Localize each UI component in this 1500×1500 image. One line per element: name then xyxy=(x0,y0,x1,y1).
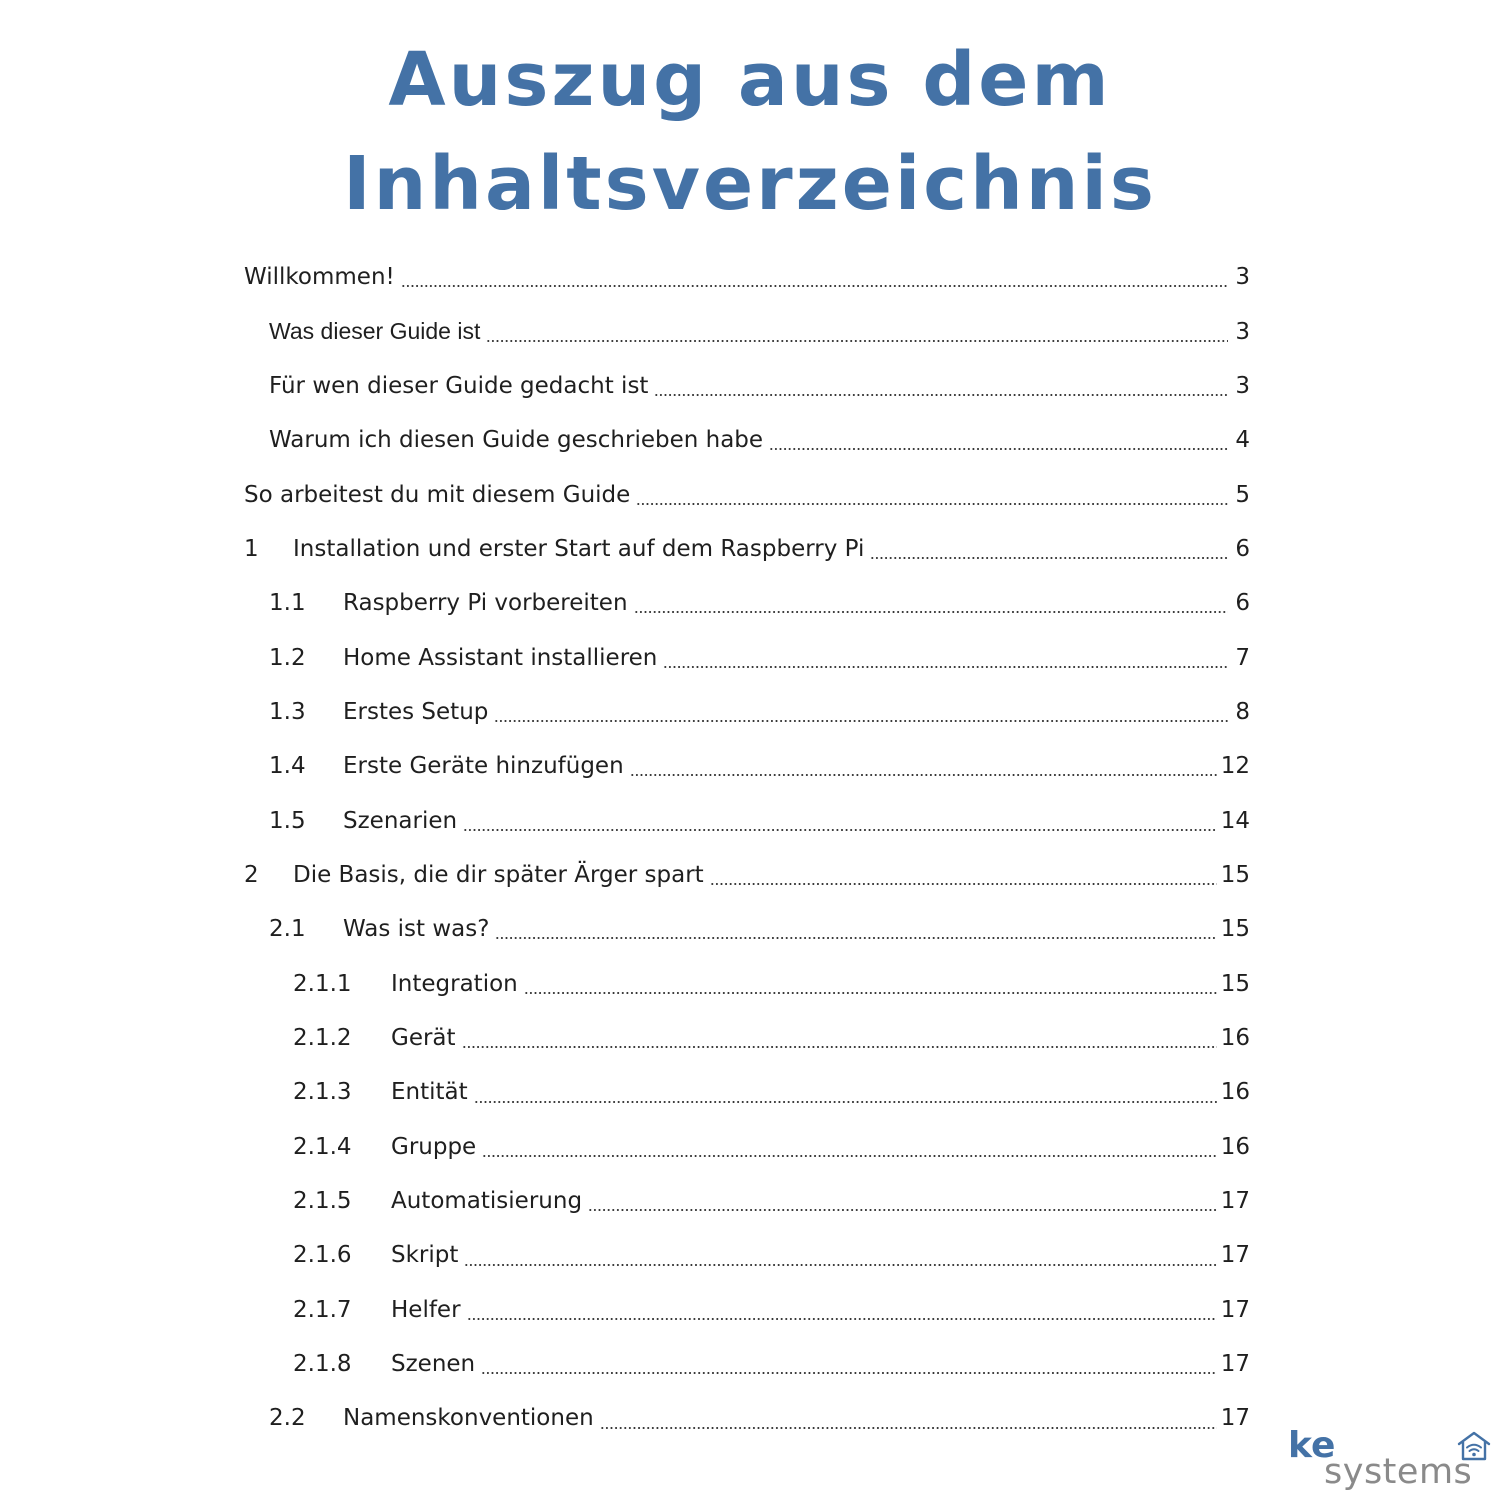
toc-entry-label: Automatisierung xyxy=(391,1188,583,1215)
toc-entry-page-number: 15 xyxy=(1220,970,1250,997)
toc-entry-label: Helfer xyxy=(391,1296,461,1323)
toc-entry-number: 2.1 xyxy=(269,916,306,943)
toc-entry-label: Raspberry Pi vorbereiten xyxy=(343,590,628,617)
toc-entry-page-number: 16 xyxy=(1220,1024,1250,1051)
toc-entry-label: Gruppe xyxy=(391,1133,477,1160)
toc-entry-number: 2.1.7 xyxy=(293,1296,352,1323)
toc-entry[interactable] xyxy=(244,793,1250,847)
toc-entry-page-number: 3 xyxy=(1235,264,1250,291)
toc-entry-page-number: 12 xyxy=(1220,753,1250,780)
toc-dot-leader xyxy=(630,774,1217,776)
toc-entry-page-number: 7 xyxy=(1235,644,1250,671)
toc-entry[interactable] xyxy=(244,1065,1250,1119)
toc-entry-number: 2.1.8 xyxy=(293,1351,352,1378)
toc-entry-number: 2.1.5 xyxy=(293,1188,352,1215)
toc-entry-number: 2.1.3 xyxy=(293,1079,352,1106)
smart-home-wifi-icon xyxy=(1456,1430,1492,1462)
toc-entry[interactable] xyxy=(244,956,1250,1010)
toc-dot-leader xyxy=(467,1318,1217,1320)
toc-dot-leader xyxy=(636,503,1228,505)
toc-dot-leader xyxy=(654,394,1228,396)
toc-dot-leader xyxy=(482,1155,1217,1157)
toc-entry-number: 2 xyxy=(244,861,259,888)
toc-dot-leader xyxy=(495,937,1216,939)
toc-entry-page-number: 15 xyxy=(1220,916,1250,943)
toc-entry[interactable] xyxy=(244,413,1250,467)
toc-entry-number: 1.5 xyxy=(269,807,306,834)
toc-entry-number: 2.1.1 xyxy=(293,970,352,997)
toc-entry-number: 1.1 xyxy=(269,590,306,617)
toc-entry-label: Integration xyxy=(391,970,518,997)
toc-entry-label: Namenskonventionen xyxy=(343,1405,594,1432)
toc-entry-page-number: 16 xyxy=(1220,1079,1250,1106)
toc-entry-page-number: 17 xyxy=(1220,1242,1250,1269)
ke-systems-logo xyxy=(1288,1426,1494,1494)
toc-entry-page-number: 17 xyxy=(1220,1188,1250,1215)
table-of-contents xyxy=(244,250,1250,1446)
toc-entry-label: Warum ich diesen Guide geschrieben habe xyxy=(269,427,764,454)
toc-entry-label: Für wen dieser Guide gedacht ist xyxy=(269,372,649,399)
toc-entry-label: Willkommen! xyxy=(244,264,395,291)
toc-entry-number: 2.1.4 xyxy=(293,1133,352,1160)
toc-entry[interactable] xyxy=(244,467,1250,521)
toc-entry-page-number: 6 xyxy=(1235,590,1250,617)
toc-entry-number: 2.1.6 xyxy=(293,1242,352,1269)
toc-entry-page-number: 16 xyxy=(1220,1133,1250,1160)
toc-entry-number: 1 xyxy=(244,535,259,562)
toc-entry-page-number: 5 xyxy=(1235,481,1250,508)
toc-dot-leader xyxy=(481,1372,1217,1374)
toc-entry-number: 1.2 xyxy=(269,644,306,671)
toc-entry-label: Szenen xyxy=(391,1351,476,1378)
toc-entry-page-number: 8 xyxy=(1235,698,1250,725)
toc-entry-page-number: 6 xyxy=(1235,535,1250,562)
toc-entry-page-number: 14 xyxy=(1220,807,1250,834)
toc-entry[interactable] xyxy=(244,848,1250,902)
toc-entry-number: 2.2 xyxy=(269,1405,306,1432)
toc-entry-page-number: 4 xyxy=(1235,427,1250,454)
page-title-line-2: Inhaltsverzeichnis xyxy=(343,141,1157,227)
toc-dot-leader xyxy=(463,829,1217,831)
toc-dot-leader xyxy=(769,448,1228,450)
toc-dot-leader xyxy=(524,992,1217,994)
toc-entry[interactable] xyxy=(244,359,1250,413)
toc-entry[interactable] xyxy=(244,630,1250,684)
toc-entry-label: Installation und erster Start auf dem Raspberry Pi xyxy=(293,535,865,562)
logo-text-ke: ke xyxy=(1288,1425,1336,1466)
toc-entry[interactable] xyxy=(244,1283,1250,1337)
toc-entry-page-number: 17 xyxy=(1220,1351,1250,1378)
toc-dot-leader xyxy=(870,557,1228,559)
toc-entry-number: 1.3 xyxy=(269,698,306,725)
toc-entry-page-number: 15 xyxy=(1220,861,1250,888)
toc-entry[interactable] xyxy=(244,1120,1250,1174)
toc-dot-leader xyxy=(634,611,1228,613)
page-title-line-1: Auszug aus dem xyxy=(388,37,1112,123)
toc-entry-label: Erstes Setup xyxy=(343,698,489,725)
toc-entry[interactable] xyxy=(244,1174,1250,1228)
toc-entry-number: 2.1.2 xyxy=(293,1024,352,1051)
toc-entry-page-number: 3 xyxy=(1235,318,1250,345)
toc-entry-label: Was dieser Guide ist xyxy=(269,318,481,345)
toc-entry-label: Gerät xyxy=(391,1024,456,1051)
toc-entry[interactable] xyxy=(244,1228,1250,1282)
toc-entry-page-number: 3 xyxy=(1235,372,1250,399)
logo-text-systems: systems xyxy=(1324,1452,1473,1492)
toc-entry-label: Was ist was? xyxy=(343,916,490,943)
page-title xyxy=(0,28,1500,236)
toc-entry-label: Die Basis, die dir später Ärger spart xyxy=(293,861,704,888)
toc-dot-leader xyxy=(464,1264,1216,1266)
toc-entry[interactable] xyxy=(244,576,1250,630)
toc-entry-page-number: 17 xyxy=(1220,1296,1250,1323)
toc-entry[interactable] xyxy=(244,685,1250,739)
toc-entry-label: Entität xyxy=(391,1079,468,1106)
toc-entry-label: Erste Geräte hinzufügen xyxy=(343,753,624,780)
toc-entry[interactable] xyxy=(244,250,1250,304)
toc-entry[interactable] xyxy=(244,739,1250,793)
toc-dot-leader xyxy=(494,720,1228,722)
toc-entry-number: 1.4 xyxy=(269,753,306,780)
toc-entry[interactable] xyxy=(244,1337,1250,1391)
toc-entry[interactable] xyxy=(244,522,1250,576)
toc-entry-page-number: 17 xyxy=(1220,1405,1250,1432)
toc-entry-label: So arbeitest du mit diesem Guide xyxy=(244,481,631,508)
toc-entry[interactable] xyxy=(244,1391,1250,1445)
toc-dot-leader xyxy=(401,285,1228,287)
toc-dot-leader xyxy=(462,1046,1217,1048)
toc-entry-label: Home Assistant installieren xyxy=(343,644,658,671)
toc-dot-leader xyxy=(600,1427,1217,1429)
toc-dot-leader xyxy=(710,883,1217,885)
toc-dot-leader xyxy=(474,1101,1217,1103)
toc-entry[interactable] xyxy=(244,304,1250,358)
toc-entry-label: Skript xyxy=(391,1242,459,1269)
toc-dot-leader xyxy=(486,340,1228,342)
toc-dot-leader xyxy=(588,1209,1217,1211)
toc-entry[interactable] xyxy=(244,1011,1250,1065)
toc-dot-leader xyxy=(663,666,1228,668)
toc-entry[interactable] xyxy=(244,902,1250,956)
toc-entry-label: Szenarien xyxy=(343,807,458,834)
